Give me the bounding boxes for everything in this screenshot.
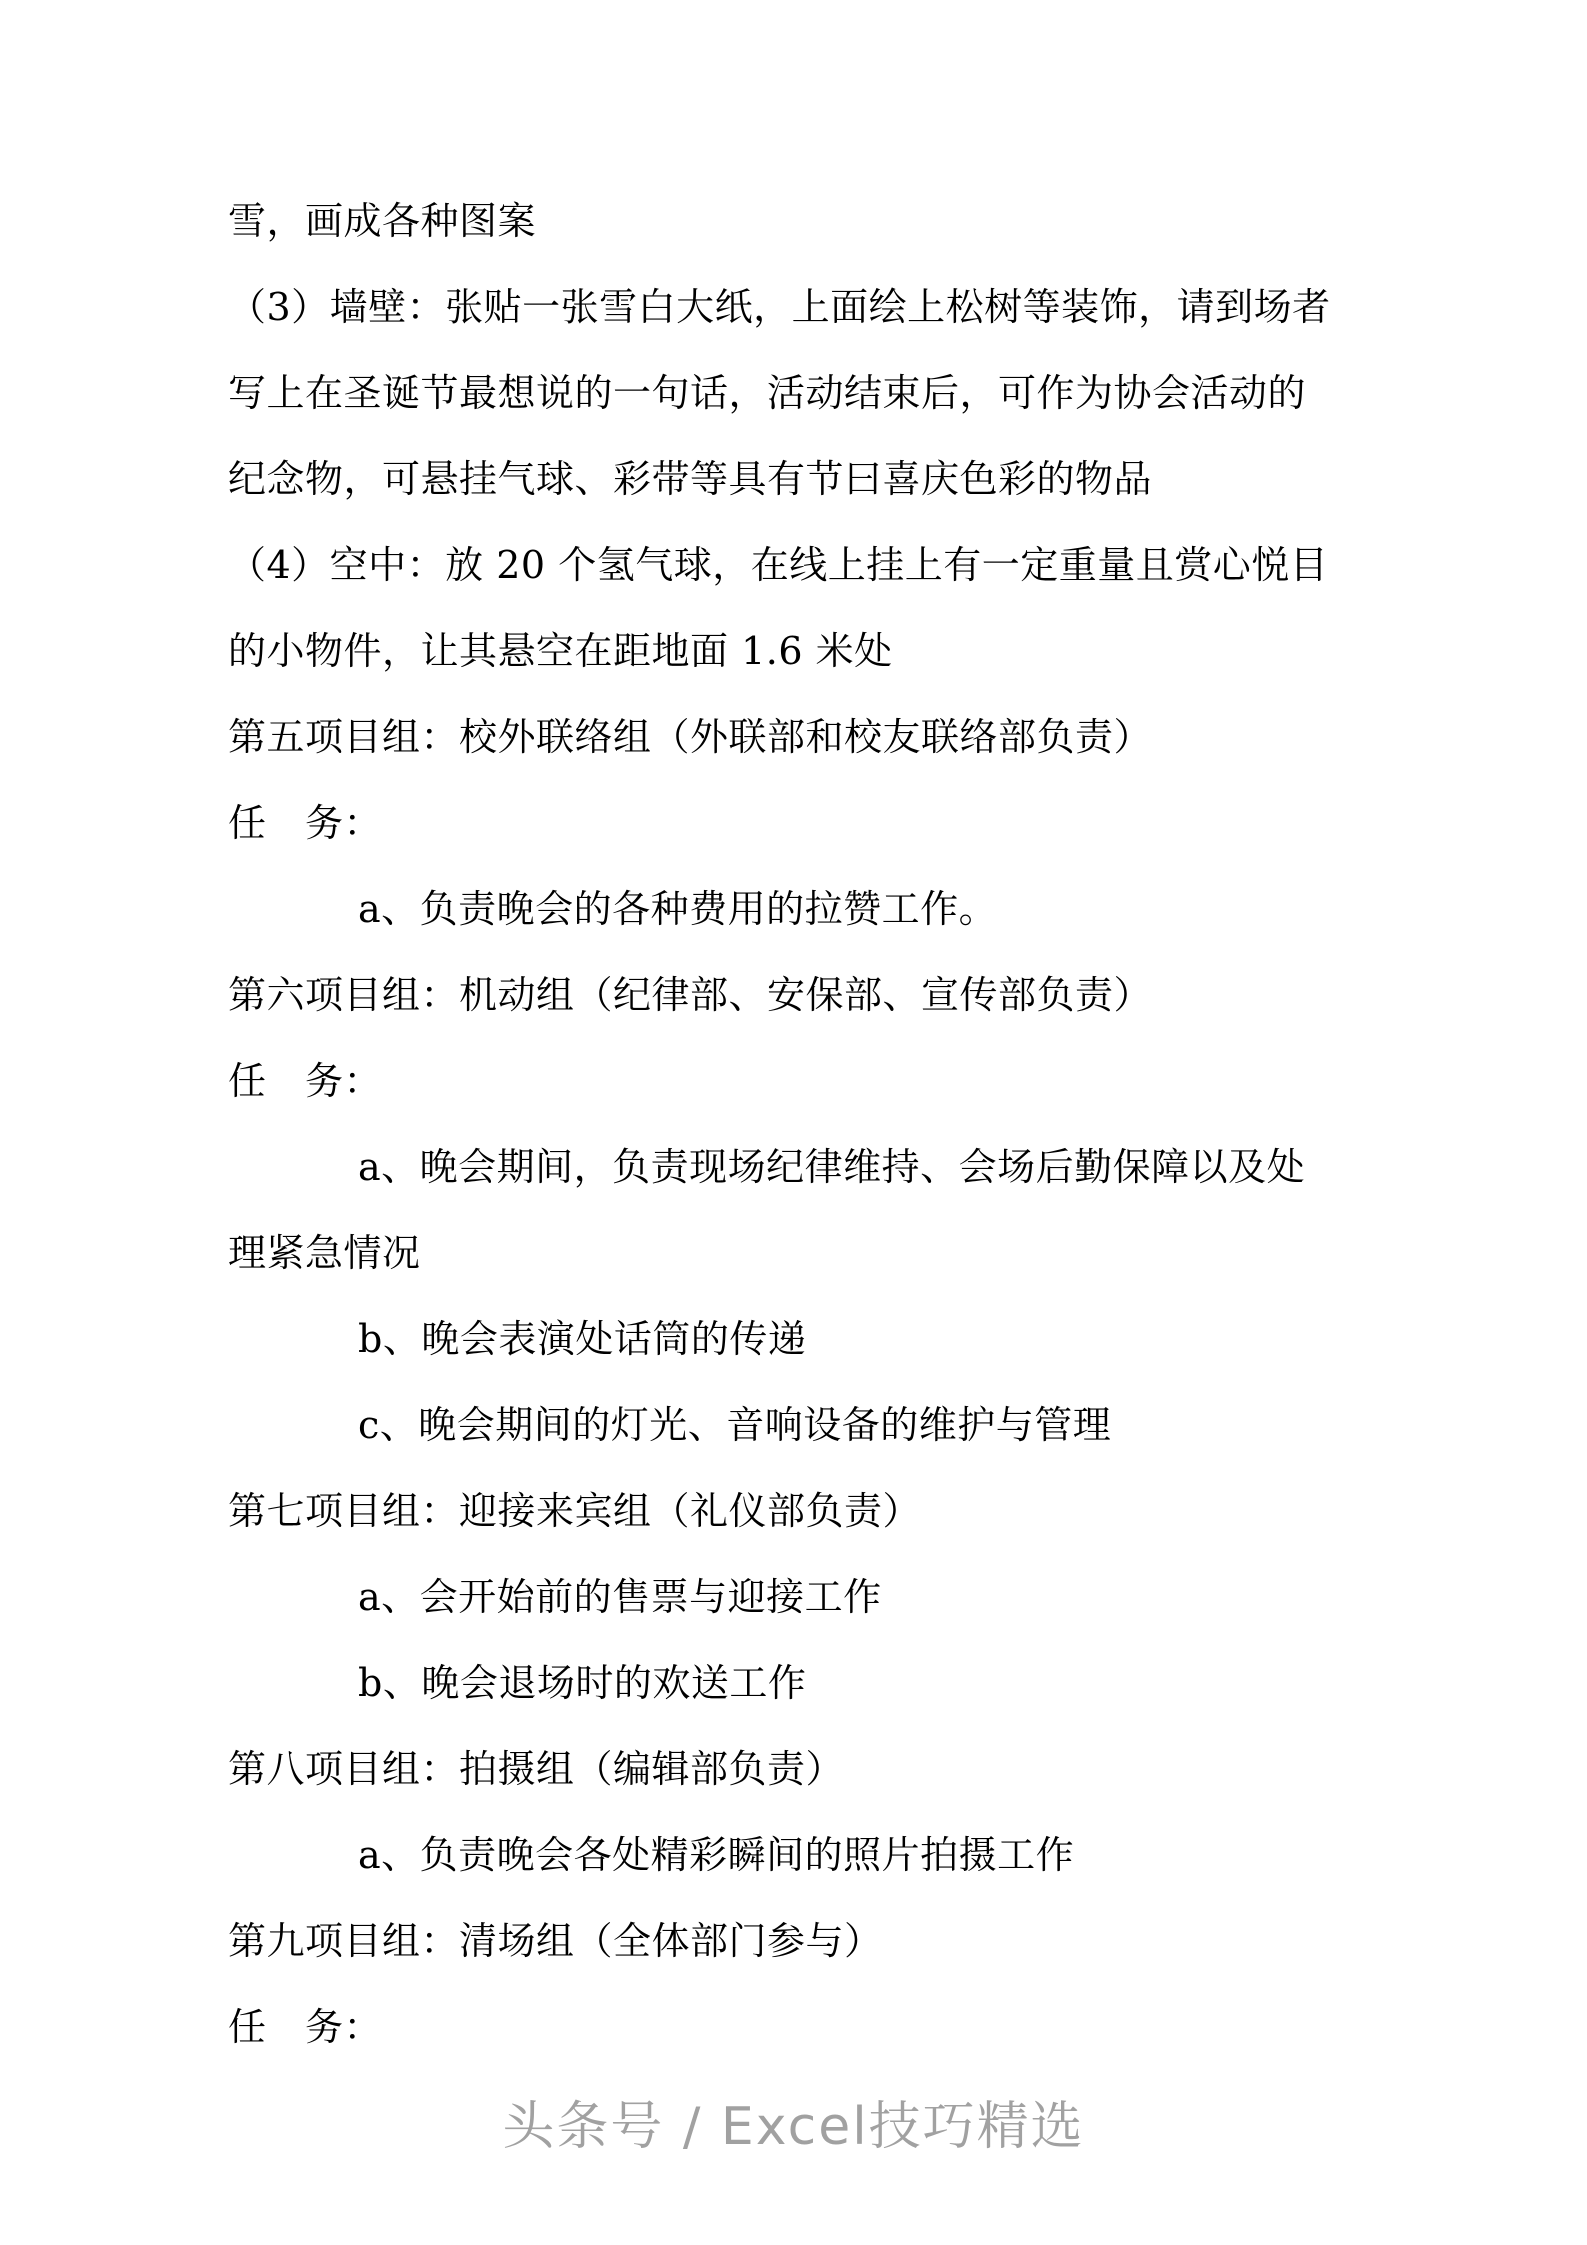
document-line: 的小物件，让其悬空在距地面 1.6 米处 [228,629,893,673]
document-line: （4）空中：放 20 个氢气球，在线上挂上有一定重量且赏心悦目 [228,543,1329,587]
document-line: 任 务： [228,801,383,845]
document-line: a、负责晚会的各种费用的拉赞工作。 [358,887,998,931]
document-line: b、晚会表演处话筒的传递 [358,1317,807,1361]
document-line: a、负责晚会各处精彩瞬间的照片拍摄工作 [358,1833,1075,1877]
document-line: 第九项目组：清场组（全体部门参与） [228,1919,883,1963]
watermark-text: 头条号 / Excel技巧精选 [502,2097,1085,2157]
document-line: 第八项目组：拍摄组（编辑部负责） [228,1747,845,1791]
document-line: （3）墙壁：张贴一张雪白大纸，上面绘上松树等装饰，请到场者 [228,285,1331,329]
document-line: c、晚会期间的灯光、音响设备的维护与管理 [358,1403,1112,1447]
document-line: a、晚会期间，负责现场纪律维持、会场后勤保障以及处 [358,1145,1306,1189]
document-line: a、会开始前的售票与迎接工作 [358,1575,882,1619]
document-line: 第六项目组：机动组（纪律部、安保部、宣传部负责） [228,973,1153,1017]
document-line: 任 务： [228,1059,383,1103]
document-line: 纪念物，可悬挂气球、彩带等具有节曰喜庆色彩的物品 [228,457,1153,501]
document-line: 写上在圣诞节最想说的一句话，活动结束后，可作为协会活动的 [228,371,1307,415]
document-text-body [228,178,1378,2070]
document-line: 雪，画成各种图案 [228,199,537,243]
document-line: 任 务： [228,2005,383,2049]
document-line: 理紧急情况 [228,1231,421,1275]
document-line: 第五项目组：校外联络组（外联部和校友联络部负责） [228,715,1153,759]
document-line: 第七项目组：迎接来宾组（礼仪部负责） [228,1489,922,1533]
document-line: b、晚会退场时的欢送工作 [358,1661,807,1705]
